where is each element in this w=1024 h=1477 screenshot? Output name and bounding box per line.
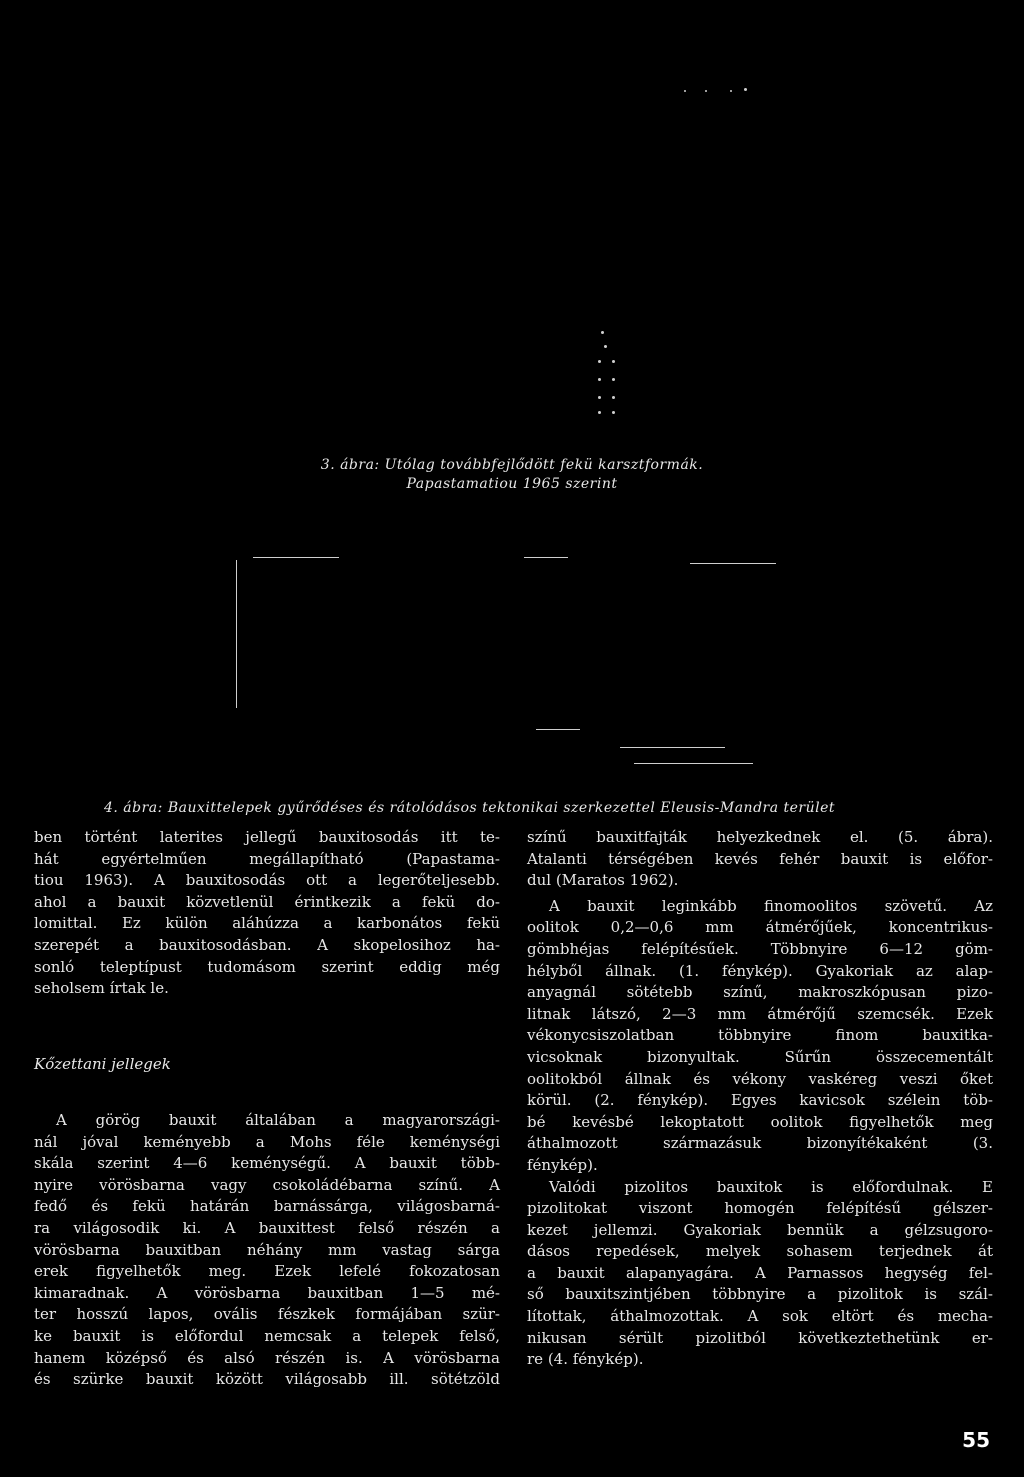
body-line: ra világosodik ki. A bauxittest felső részén a <box>34 1218 500 1237</box>
body-line: Valódi pizolitos bauxitok is előfordulnak. E <box>549 1177 993 1196</box>
body-line: seholsem írtak le. <box>34 979 169 998</box>
body-line: vékonycsiszolatban többnyire finom bauxitka- <box>527 1026 993 1045</box>
body-line: körül. (2. fénykép). Egyes kavicsok szélein töb- <box>527 1091 993 1110</box>
body-line: hát egyértelműen megállapítható (Papastama- <box>34 849 500 868</box>
body-line: fedő és fekü határán barnássárga, világosbarná- <box>34 1197 500 1216</box>
body-line: kimaradnak. A vörösbarna bauxitban 1—5 mé- <box>34 1283 500 1302</box>
body-line: gömbhéjas felépítésűek. Többnyire 6—12 göm- <box>527 939 993 958</box>
body-line: ahol a bauxit közvetlenül érintkezik a fekü do- <box>34 892 500 911</box>
body-line: hanem középső és alsó részén is. A vörösbarna <box>34 1348 500 1367</box>
body-line: oolitokból állnak és vékony vaskéreg veszi őket <box>527 1069 993 1088</box>
body-line: nál jóval keményebb a Mohs féle keménységi <box>34 1132 500 1151</box>
body-line: dásos repedések, melyek sohasem terjednek át <box>527 1242 993 1261</box>
figure-4-caption: 4. ábra: Bauxittelepek gyűrődéses és rátolódásos tektonikai szerkezettel Eleusis-Mandra terület <box>104 800 836 816</box>
body-line: re (4. fénykép). <box>527 1350 644 1369</box>
body-line: pizolitokat viszont homogén felépítésű gélszer- <box>527 1199 993 1218</box>
body-line: vörösbarna bauxitban néhány mm vastag sárga <box>34 1240 500 1259</box>
body-line: ső bauxitszintjében többnyire a pizolitok is szál- <box>527 1285 993 1304</box>
figure-3-caption-line-1: 3. ábra: Utólag továbbfejlődött fekü karsztformák. <box>320 457 704 473</box>
body-line: skála szerint 4—6 keménységű. A bauxit több- <box>34 1154 500 1173</box>
body-line: dul (Maratos 1962). <box>527 871 679 890</box>
body-line: tiou 1963). A bauxitosodás ott a legerőteljesebb. <box>34 871 500 890</box>
body-line: szerepét a bauxitosodásban. A skopelosihoz ha- <box>34 935 500 954</box>
section-heading: Kőzettani jellegek <box>34 1055 171 1073</box>
body-line: litnak látszó, 2—3 mm átmérőjű szemcsék. Ezek <box>527 1004 993 1023</box>
left-column-paragraph-2 <box>34 1110 500 1391</box>
body-line: színű bauxitfajták helyezkednek el. (5. ábra). <box>527 828 993 846</box>
body-line: erek figyelhetők meg. Ezek lefelé fokozatosan <box>34 1262 500 1281</box>
body-line: A bauxit leginkább finomoolitos szövetű. Az <box>549 896 993 915</box>
body-line: ter hosszú lapos, ovális fészkek formájában szür- <box>34 1305 500 1324</box>
left-column <box>34 827 500 1000</box>
body-line: Atalanti térségében kevés fehér bauxit is előfor- <box>527 849 993 868</box>
body-line: vicsoknak bizonyultak. Sűrűn összecementált <box>527 1047 993 1066</box>
body-line: anyagnál sötétebb színű, makroszkópusan pizo- <box>527 983 993 1002</box>
body-line: sonló teleptípust tudomásom szerint eddig még <box>34 957 500 976</box>
body-line: nyire vörösbarna vagy csokoládébarna színű. A <box>34 1175 500 1194</box>
body-line: ke bauxit is előfordul nemcsak a telepek felső, <box>34 1326 500 1345</box>
body-line: áthalmozott származásuk bizonyítékaként (3. <box>527 1134 993 1153</box>
body-line: és szürke bauxit között világosabb ill. sötétzöld <box>34 1370 500 1389</box>
right-column <box>527 827 993 1371</box>
body-line: a bauxit alapanyagára. A Parnassos hegység fel- <box>527 1263 993 1282</box>
body-line: bé kevésbé lekoptatott oolitok figyelhetők meg <box>527 1112 993 1131</box>
body-line: oolitok 0,2—0,6 mm átmérőjűek, koncentrikus- <box>527 918 993 937</box>
figure-3-caption-line-2: Papastamatiou 1965 szerint <box>406 476 618 492</box>
page-number: 55 <box>962 1428 990 1452</box>
body-line: kezet jellemzi. Gyakoriak bennük a gélzsugoro- <box>527 1220 993 1239</box>
body-line: hélyből állnak. (1. fénykép). Gyakoriak az alap- <box>527 961 993 980</box>
body-line: A görög bauxit általában a magyarországi- <box>56 1111 500 1129</box>
body-line: fénykép). <box>527 1155 598 1174</box>
body-line: ben történt laterites jellegű bauxitosodás itt te- <box>34 828 500 846</box>
body-line: nikusan sérült pizolitból következtethetünk er- <box>527 1328 993 1347</box>
body-line: lítottak, áthalmozottak. A sok eltört és mecha- <box>527 1307 993 1326</box>
body-line: lomittal. Ez külön aláhúzza a karbonátos fekü <box>34 914 500 933</box>
